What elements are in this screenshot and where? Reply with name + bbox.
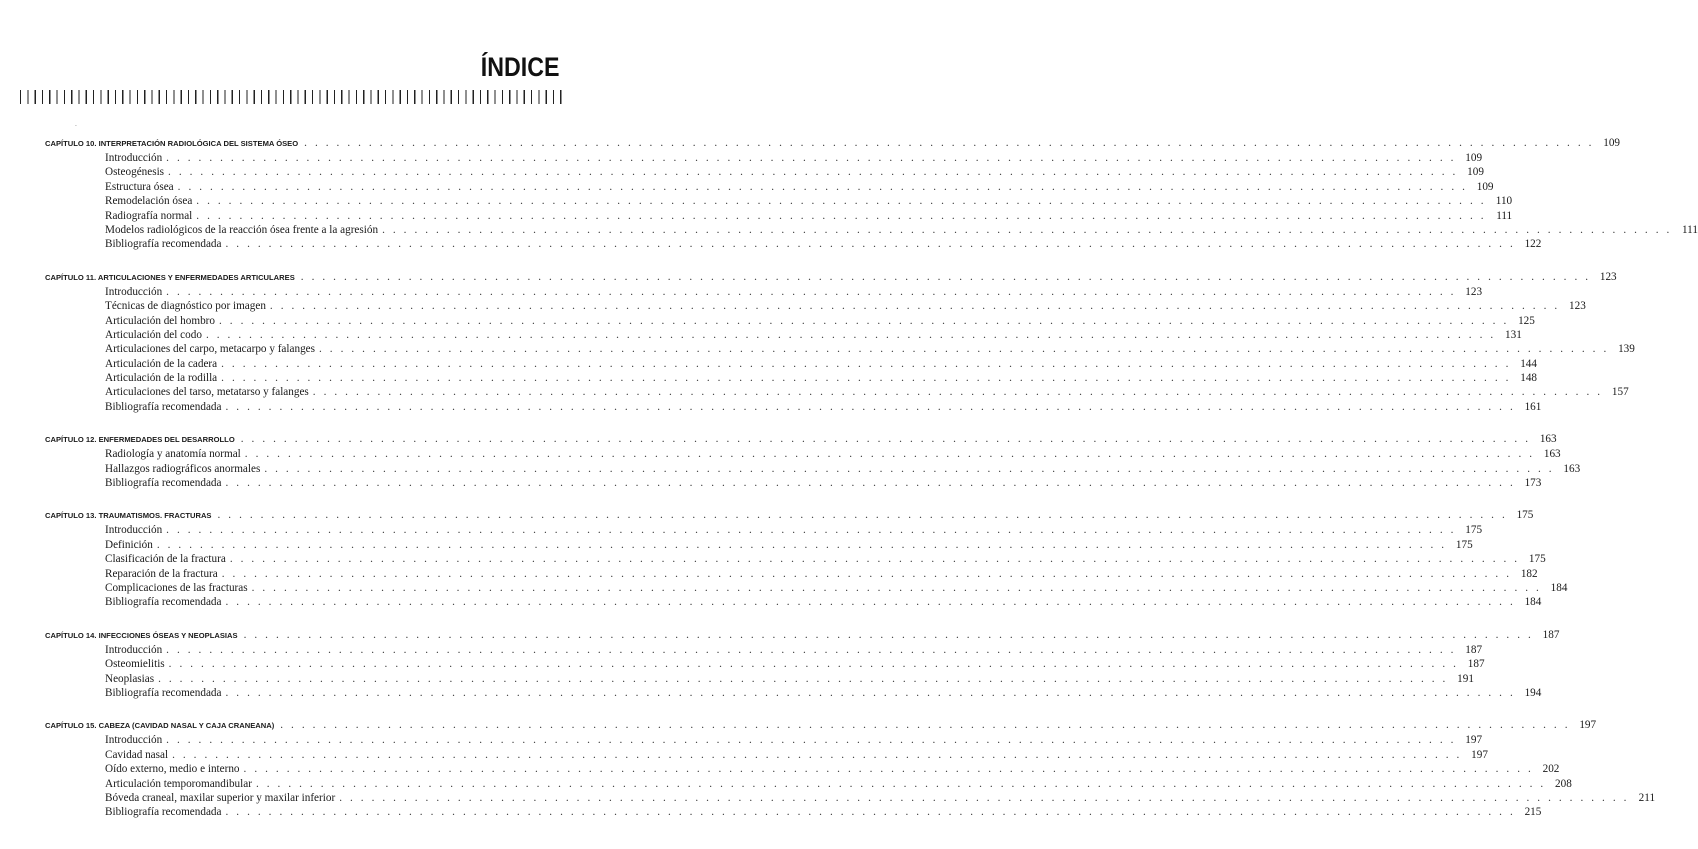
- toc-entry[interactable]: [45, 343, 1635, 357]
- toc-entry[interactable]: [45, 152, 1483, 166]
- toc-entry[interactable]: [45, 524, 1483, 538]
- entry-label: Introducción: [105, 285, 163, 298]
- entry-label: Bibliografía recomendada: [105, 596, 222, 609]
- entry-label: Introducción: [105, 524, 163, 537]
- entry-page-number: 208: [1555, 777, 1572, 790]
- entry-page-number: 139: [1618, 343, 1635, 356]
- leader-dots: . . . . . . . . . . . . . . . . . . . . . . . . . . . . . . . . . . . . . . . . . . . . . . . . . . . . . . . . . . . . . . . . . . . . . . . . . . . . . . . . . . . . . . . . . . . . . . . . . . . . . . . . . . . . . . . . . . . . . . . .: [205, 328, 1496, 341]
- entry-label: Articulación de la rodilla: [105, 372, 218, 385]
- entry-page-number: 111: [1496, 209, 1513, 222]
- leader-dots: . . . . . . . . . . . . . . . . . . . . . . . . . . . . . . . . . . . . . . . . . . . . . . . . . . . . . . . . . . . . . . . . . . . . . . . . . . . . . . . . . . . . . . . . . . . . . . . . . . . . . . . . . . . . . . . . . . . . . . . .: [243, 628, 1534, 641]
- entry-page-number: 163: [1563, 462, 1581, 475]
- leader-dots: . . . . . . . . . . . . . . . . . . . . . . . . . . . . . . . . . . . . . . . . . . . . . . . . . . . . . . . . . . . . . . . . . . . . . . . . . . . . . . . . . . . . . . . . . . . . . . . . . . . . . . . . . . . . . . . . . . . . . . . .: [166, 734, 1457, 747]
- toc-entry[interactable]: [45, 195, 1513, 209]
- entry-page-number: 175: [1528, 553, 1546, 566]
- leader-dots: . . . . . . . . . . . . . . . . . . . . . . . . . . . . . . . . . . . . . . . . . . . . . . . . . . . . . . . . . . . . . . . . . . . . . . . . . . . . . . . . . . . . . . . . . . . . . . . . . . . . . . . . . . . . . . . . . . . . . . . .: [218, 314, 1509, 327]
- leader-dots: . . . . . . . . . . . . . . . . . . . . . . . . . . . . . . . . . . . . . . . . . . . . . . . . . . . . . . . . . . . . . . . . . . . . . . . . . . . . . . . . . . . . . . . . . . . . . . . . . . . . . . . . . . . . . . . . . . . . . . . .: [158, 672, 1448, 685]
- entry-label: Oído externo, medio e interno: [105, 763, 240, 776]
- entry-label: Articulación del codo: [105, 328, 202, 341]
- leader-dots: . . . . . . . . . . . . . . . . . . . . . . . . . . . . . . . . . . . . . . . . . . . . . . . . . . . . . . . . . . . . . . . . . . . . . . . . . . . . . . . . . . . . . . . . . . . . . . . . . . . . . . . . . . . . . . . . . . . . . . . .: [382, 223, 1672, 236]
- entry-page-number: 175: [1465, 524, 1483, 537]
- entry-label: Estructura ósea: [105, 180, 174, 193]
- toc-entry[interactable]: [45, 314, 1535, 329]
- chapter-page-number: 197: [1579, 719, 1597, 732]
- leader-dots: . . . . . . . . . . . . . . . . . . . . . . . . . . . . . . . . . . . . . . . . . . . . . . . . . . . . . . . . . . . . . . . . . . . . . . . . . . . . . . . . . . . . . . . . . . . . . . . . . . . . . . . . . . . . . . . . . . . . . . . .: [312, 386, 1603, 399]
- leader-dots: . . . . . . . . . . . . . . . . . . . . . . . . . . . . . . . . . . . . . . . . . . . . . . . . . . . . . . . . . . . . . . . . . . . . . . . . . . . . . . . . . . . . . . . . . . . . . . . . . . . . . . . . . . . . . . . . . . . . . . . .: [196, 195, 1487, 208]
- toc-entry[interactable]: [45, 734, 1483, 748]
- entry-label: Osteomielitis: [105, 658, 165, 671]
- entry-page-number: 194: [1524, 686, 1542, 699]
- leader-dots: . . . . . . . . . . . . . . . . . . . . . . . . . . . . . . . . . . . . . . . . . . . . . . . . . . . . . . . . . . . . . . . . . . . . . . . . . . . . . . . . . . . . . . . . . . . . . . . . . . . . . . . . . . . . . . . . . . . . . . . .: [229, 553, 1520, 566]
- entry-page-number: 215: [1524, 806, 1542, 819]
- leader-dots: . . . . . . . . . . . . . . . . . . . . . . . . . . . . . . . . . . . . . . . . . . . . . . . . . . . . . . . . . . . . . . . . . . . . . . . . . . . . . . . . . . . . . . . . . . . . . . . . . . . . . . . . . . . . . . . . . . . . . . . .: [172, 748, 1462, 761]
- leader-dots: . . . . . . . . . . . . . . . . . . . . . . . . . . . . . . . . . . . . . . . . . . . . . . . . . . . . . . . . . . . . . . . . . . . . . . . . . . . . . . . . . . . . . . . . . . . . . . . . . . . . . . . . . . . . . . . . . . . . . . . .: [221, 567, 1512, 580]
- entry-page-number: 110: [1495, 195, 1513, 208]
- leader-dots: . . . . . . . . . . . . . . . . . . . . . . . . . . . . . . . . . . . . . . . . . . . . . . . . . . . . . . . . . . . . . . . . . . . . . . . . . . . . . . . . . . . . . . . . . . . . . . . . . . . . . . . . . . . . . . . . . . . . . . . .: [168, 166, 1458, 179]
- toc-entry[interactable]: [45, 553, 1546, 567]
- toc-entry[interactable]: [45, 658, 1485, 672]
- entry-label: Introducción: [105, 152, 163, 164]
- entry-label: Radiografía normal: [105, 209, 193, 222]
- leader-dots: . . . . . . . . . . . . . . . . . . . . . . . . . . . . . . . . . . . . . . . . . . . . . . . . . . . . . . . . . . . . . . . . . . . . . . . . . . . . . . . . . . . . . . . . . . . . . . . . . . . . . . . . . . . . . . . . . . . . . . . .: [318, 343, 1609, 356]
- toc-entry[interactable]: [45, 596, 1542, 610]
- toc-chapter: [45, 509, 1568, 610]
- leader-dots: . . . . . . . . . . . . . . . . . . . . . . . . . . . . . . . . . . . . . . . . . . . . . . . . . . . . . . . . . . . . . . . . . . . . . . . . . . . . . . . . . . . . . . . . . . . . . . . . . . . . . . . . . . . . . . . . . . . . . . . .: [243, 763, 1534, 776]
- entry-page-number: 197: [1471, 748, 1488, 761]
- entry-label: Remodelación ósea: [105, 195, 193, 208]
- toc-entry[interactable]: [45, 806, 1542, 820]
- leader-dots: . . . . . . . . . . . . . . . . . . . . . . . . . . . . . . . . . . . . . . . . . . . . . . . . . . . . . . . . . . . . . . . . . . . . . . . . . . . . . . . . . . . . . . . . . . . . . . . . . . . . . . . . . . . . . . . . . . . . . . . .: [300, 270, 1591, 283]
- chapter-page-number: 163: [1539, 433, 1557, 446]
- leader-dots: . . . . . . . . . . . . . . . . . . . . . . . . . . . . . . . . . . . . . . . . . . . . . . . . . . . . . . . . . . . . . . . . . . . . . . . . . . . . . . . . . . . . . . . . . . . . . . . . . . . . . . . . . . . . . . . . . . . . . . . .: [244, 448, 1535, 461]
- entry-label: Neoplasias: [105, 672, 155, 685]
- entry-label: Cavidad nasal: [105, 748, 169, 761]
- page-title: ÍNDICE: [481, 52, 560, 82]
- entry-label: Articulación temporomandibular: [105, 777, 252, 790]
- chapter-heading-row[interactable]: [45, 137, 1621, 152]
- entry-page-number: 191: [1457, 672, 1474, 685]
- entry-label: Introducción: [105, 734, 163, 747]
- entry-page-number: 109: [1467, 166, 1484, 179]
- entry-page-number: 187: [1465, 643, 1483, 656]
- chapter-heading: CAPÍTULO 15. CABEZA (CAVIDAD NASAL Y CAJA CRANEANA): [45, 721, 275, 731]
- toc-entry[interactable]: [45, 462, 1581, 477]
- entry-page-number: 173: [1524, 477, 1542, 490]
- entry-label: Radiología y anatomía normal: [105, 448, 241, 461]
- entry-label: Bibliografía recomendada: [105, 477, 222, 490]
- toc-entry[interactable]: [45, 448, 1561, 462]
- chapter-heading: CAPÍTULO 12. ENFERMEDADES DEL DESARROLLO: [45, 435, 235, 445]
- chapter-heading-row[interactable]: [45, 509, 1534, 524]
- leader-dots: . . . . . . . . . . . . . . . . . . . . . . . . . . . . . . . . . . . . . . . . . . . . . . . . . . . . . . . . . . . . . . . . . . . . . . . . . . . . . . . . . . . . . . . . . . . . . . . . . . . . . . . . . . . . . . . . . . . . . . . .: [166, 285, 1457, 298]
- toc-chapter: [45, 270, 1635, 416]
- leader-dots: . . . . . . . . . . . . . . . . . . . . . . . . . . . . . . . . . . . . . . . . . . . . . . . . . . . . . . . . . . . . . . . . . . . . . . . . . . . . . . . . . . . . . . . . . . . . . . . . . . . . . . . . . . . . . . . . . . . . . . . .: [166, 643, 1457, 656]
- toc-entry[interactable]: [45, 300, 1586, 314]
- toc-entry[interactable]: [45, 285, 1483, 300]
- toc-entry[interactable]: [45, 477, 1542, 491]
- leader-dots: . . . . . . . . . . . . . . . . . . . . . . . . . . . . . . . . . . . . . . . . . . . . . . . . . . . . . . . . . . . . . . . . . . . . . . . . . . . . . . . . . . . . . . . . . . . . . . . . . . . . . . . . . . . . . . . . . . . . . . . .: [225, 400, 1516, 413]
- table-of-contents: [45, 137, 1698, 839]
- entry-label: Hallazgos radiográficos anormales: [105, 462, 261, 475]
- toc-entry[interactable]: [45, 686, 1542, 701]
- leader-dots: . . . . . . . . . . . . . . . . . . . . . . . . . . . . . . . . . . . . . . . . . . . . . . . . . . . . . . . . . . . . . . . . . . . . . . . . . . . . . . . . . . . . . . . . . . . . . . . . . . . . . . . . . . . . . . . . . . . . . . . .: [168, 658, 1459, 671]
- chapter-heading: CAPÍTULO 14. INFECCIONES ÓSEAS Y NEOPLASIAS: [45, 630, 238, 640]
- toc-entry[interactable]: [45, 567, 1538, 582]
- entry-label: Modelos radiológicos de la reacción ósea frente a la agresión: [105, 223, 379, 236]
- chapter-heading-row[interactable]: [45, 433, 1557, 448]
- entry-label: Definición: [105, 538, 153, 551]
- entry-page-number: 148: [1520, 372, 1538, 385]
- toc-entry[interactable]: [45, 581, 1568, 596]
- toc-entry[interactable]: [45, 386, 1629, 400]
- chapter-heading: CAPÍTULO 10. INTERPRETACIÓN RADIOLÓGICA DEL SISTEMA ÓSEO: [45, 139, 299, 148]
- entry-page-number: 187: [1467, 658, 1485, 671]
- toc-entry[interactable]: [45, 791, 1656, 806]
- chapter-heading-row[interactable]: [45, 270, 1617, 286]
- toc-entry[interactable]: [45, 672, 1474, 687]
- chapter-heading: CAPÍTULO 11. ARTICULACIONES Y ENFERMEDADES ARTICULARES: [45, 272, 295, 282]
- toc-entry[interactable]: [45, 357, 1537, 372]
- entry-page-number: 184: [1524, 596, 1542, 609]
- leader-dots: . . . . . . . . . . . . . . . . . . . . . . . . . . . . . . . . . . . . . . . . . . . . . . . . . . . . . . . . . . . . . . . . . . . . . . . . . . . . . . . . . . . . . . . . . . . . . . . . . . . . . . . . . . . . . . . . . . . . . . . .: [251, 581, 1542, 594]
- leader-dots: . . . . . . . . . . . . . . . . . . . . . . . . . . . . . . . . . . . . . . . . . . . . . . . . . . . . . . . . . . . . . . . . . . . . . . . . . . . . . . . . . . . . . . . . . . . . . . . . . . . . . . . . . . . . . . . . . . . . . . . .: [225, 596, 1516, 609]
- entry-page-number: 111: [1681, 223, 1698, 236]
- entry-label: Articulaciones del carpo, metacarpo y falanges: [105, 343, 315, 356]
- entry-label: Clasificación de la fractura: [105, 553, 226, 566]
- entry-label: Bibliografía recomendada: [105, 238, 222, 251]
- decorative-rule: [20, 90, 562, 104]
- entry-page-number: 184: [1550, 581, 1568, 594]
- entry-page-number: 123: [1465, 285, 1483, 298]
- toc-entry[interactable]: [45, 748, 1488, 763]
- leader-dots: . . . . . . . . . . . . . . . . . . . . . . . . . . . . . . . . . . . . . . . . . . . . . . . . . . . . . . . . . . . . . . . . . . . . . . . . . . . . . . . . . . . . . . . . . . . . . . . . . . . . . . . . . . . . . . . . . . . . . . . .: [269, 300, 1560, 313]
- leader-dots: . . . . . . . . . . . . . . . . . . . . . . . . . . . . . . . . . . . . . . . . . . . . . . . . . . . . . . . . . . . . . . . . . . . . . . . . . . . . . . . . . . . . . . . . . . . . . . . . . . . . . . . . . . . . . . . . . . . . . . . .: [225, 477, 1516, 490]
- leader-dots: . . . . . . . . . . . . . . . . . . . . . . . . . . . . . . . . . . . . . . . . . . . . . . . . . . . . . . . . . . . . . . . . . . . . . . . . . . . . . . . . . . . . . . . . . . . . . . . . . . . . . . . . . . . . . . . . . . . . . . . .: [339, 791, 1630, 804]
- leader-dots: . . . . . . . . . . . . . . . . . . . . . . . . . . . . . . . . . . . . . . . . . . . . . . . . . . . . . . . . . . . . . . . . . . . . . . . . . . . . . . . . . . . . . . . . . . . . . . . . . . . . . . . . . . . . . . . . . . . . . . . .: [156, 538, 1447, 551]
- entry-page-number: 131: [1505, 328, 1522, 341]
- chapter-page-number: 123: [1599, 270, 1617, 283]
- toc-entry[interactable]: [45, 166, 1484, 180]
- entry-label: Técnicas de diagnóstico por imagen: [105, 300, 266, 313]
- chapter-heading-row[interactable]: [45, 719, 1597, 734]
- leader-dots: . . . . . . . . . . . . . . . . . . . . . . . . . . . . . . . . . . . . . . . . . . . . . . . . . . . . . . . . . . . . . . . . . . . . . . . . . . . . . . . . . . . . . . . . . . . . . . . . . . . . . . . . . . . . . . . . . . . . . . . .: [225, 238, 1516, 251]
- toc-entry[interactable]: [45, 372, 1538, 386]
- leader-dots: . . . . . . . . . . . . . . . . . . . . . . . . . . . . . . . . . . . . . . . . . . . . . . . . . . . . . . . . . . . . . . . . . . . . . . . . . . . . . . . . . . . . . . . . . . . . . . . . . . . . . . . . . . . . . . . . . . . . . . . .: [225, 686, 1516, 699]
- entry-label: Complicaciones de las fracturas: [105, 581, 248, 594]
- toc-entry[interactable]: [45, 223, 1698, 238]
- chapter-heading-row[interactable]: [45, 628, 1560, 644]
- toc-entry[interactable]: [45, 763, 1560, 777]
- entry-label: Introducción: [105, 643, 163, 656]
- leader-dots: . . . . . . . . . . . . . . . . . . . . . . . . . . . . . . . . . . . . . . . . . . . . . . . . . . . . . . . . . . . . . . . . . . . . . . . . . . . . . . . . . . . . . . . . . . . . . . . . . . . . . . . . . . . . . . . . . . . . . . . .: [264, 462, 1555, 475]
- leader-dots: . . . . . . . . . . . . . . . . . . . . . . . . . . . . . . . . . . . . . . . . . . . . . . . . . . . . . . . . . . . . . . . . . . . . . . . . . . . . . . . . . . . . . . . . . . . . . . . . . . . . . . . . . . . . . . . . . . . . . . . .: [280, 719, 1571, 732]
- entry-label: Bibliografía recomendada: [105, 806, 222, 819]
- toc-entry[interactable]: [45, 643, 1483, 658]
- entry-label: Bibliografía recomendada: [105, 400, 222, 413]
- entry-page-number: 123: [1569, 300, 1586, 313]
- entry-page-number: 157: [1611, 386, 1629, 399]
- leader-dots: . . . . . . . . . . . . . . . . . . . . . . . . . . . . . . . . . . . . . . . . . . . . . . . . . . . . . . . . . . . . . . . . . . . . . . . . . . . . . . . . . . . . . . . . . . . . . . . . . . . . . . . . . . . . . . . . . . . . . . . .: [166, 524, 1457, 537]
- leader-dots: . . . . . . . . . . . . . . . . . . . . . . . . . . . . . . . . . . . . . . . . . . . . . . . . . . . . . . . . . . . . . . . . . . . . . . . . . . . . . . . . . . . . . . . . . . . . . . . . . . . . . . . . . . . . . . . . . . . . . . . .: [177, 180, 1468, 193]
- leader-dots: . . . . . . . . . . . . . . . . . . . . . . . . . . . . . . . . . . . . . . . . . . . . . . . . . . . . . . . . . . . . . . . . . . . . . . . . . . . . . . . . . . . . . . . . . . . . . . . . . . . . . . . . . . . . . . . . . . . . . . . .: [221, 357, 1511, 370]
- leader-dots: . . . . . . . . . . . . . . . . . . . . . . . . . . . . . . . . . . . . . . . . . . . . . . . . . . . . . . . . . . . . . . . . . . . . . . . . . . . . . . . . . . . . . . . . . . . . . . . . . . . . . . . . . . . . . . . . . . . . . . . .: [255, 777, 1546, 790]
- entry-label: Articulación del hombro: [105, 314, 215, 327]
- toc-chapter: [45, 719, 1656, 820]
- entry-page-number: 109: [1476, 180, 1494, 193]
- scan-mark: ·: [75, 123, 77, 130]
- entry-label: Reparación de la fractura: [105, 567, 218, 580]
- entry-page-number: 161: [1524, 400, 1542, 413]
- toc-chapter: [45, 433, 1581, 491]
- entry-page-number: 122: [1524, 238, 1542, 251]
- leader-dots: . . . . . . . . . . . . . . . . . . . . . . . . . . . . . . . . . . . . . . . . . . . . . . . . . . . . . . . . . . . . . . . . . . . . . . . . . . . . . . . . . . . . . . . . . . . . . . . . . . . . . . . . . . . . . . . . . . . . . . . .: [196, 209, 1487, 222]
- entry-page-number: 211: [1638, 791, 1656, 804]
- entry-page-number: 202: [1542, 763, 1560, 776]
- toc-entry[interactable]: [45, 238, 1542, 252]
- leader-dots: . . . . . . . . . . . . . . . . . . . . . . . . . . . . . . . . . . . . . . . . . . . . . . . . . . . . . . . . . . . . . . . . . . . . . . . . . . . . . . . . . . . . . . . . . . . . . . . . . . . . . . . . . . . . . . . . . . . . . . . .: [225, 806, 1516, 819]
- entry-page-number: 109: [1465, 152, 1483, 164]
- entry-page-number: 163: [1543, 448, 1561, 461]
- leader-dots: . . . . . . . . . . . . . . . . . . . . . . . . . . . . . . . . . . . . . . . . . . . . . . . . . . . . . . . . . . . . . . . . . . . . . . . . . . . . . . . . . . . . . . . . . . . . . . . . . . . . . . . . . . . . . . . . . . . . . . . .: [240, 433, 1531, 446]
- entry-page-number: 144: [1520, 357, 1537, 370]
- toc-entry[interactable]: [45, 328, 1522, 343]
- toc-chapter: [45, 137, 1698, 253]
- entry-page-number: 182: [1520, 567, 1538, 580]
- entry-label: Osteogénesis: [105, 166, 165, 179]
- entry-label: Articulación de la cadera: [105, 357, 218, 370]
- toc-entry[interactable]: [45, 180, 1494, 195]
- leader-dots: . . . . . . . . . . . . . . . . . . . . . . . . . . . . . . . . . . . . . . . . . . . . . . . . . . . . . . . . . . . . . . . . . . . . . . . . . . . . . . . . . . . . . . . . . . . . . . . . . . . . . . . . . . . . . . . . . . . . . . . .: [217, 509, 1508, 522]
- entry-label: Bóveda craneal, maxilar superior y maxilar inferior: [105, 791, 336, 804]
- entry-page-number: 125: [1518, 314, 1535, 327]
- toc-entry[interactable]: [45, 400, 1542, 415]
- leader-dots: . . . . . . . . . . . . . . . . . . . . . . . . . . . . . . . . . . . . . . . . . . . . . . . . . . . . . . . . . . . . . . . . . . . . . . . . . . . . . . . . . . . . . . . . . . . . . . . . . . . . . . . . . . . . . . . . . . . . . . . .: [304, 137, 1595, 149]
- chapter-page-number: 175: [1516, 509, 1534, 522]
- chapter-heading: CAPÍTULO 13. TRAUMATISMOS. FRACTURAS: [45, 511, 212, 521]
- toc-entry[interactable]: [45, 538, 1473, 553]
- entry-label: Articulaciones del tarso, metatarso y falanges: [105, 386, 309, 399]
- entry-page-number: 197: [1465, 734, 1483, 747]
- entry-page-number: 175: [1455, 538, 1473, 551]
- leader-dots: . . . . . . . . . . . . . . . . . . . . . . . . . . . . . . . . . . . . . . . . . . . . . . . . . . . . . . . . . . . . . . . . . . . . . . . . . . . . . . . . . . . . . . . . . . . . . . . . . . . . . . . . . . . . . . . . . . . . . . . .: [166, 152, 1457, 164]
- toc-entry[interactable]: [45, 209, 1513, 224]
- entry-label: Bibliografía recomendada: [105, 686, 222, 699]
- leader-dots: . . . . . . . . . . . . . . . . . . . . . . . . . . . . . . . . . . . . . . . . . . . . . . . . . . . . . . . . . . . . . . . . . . . . . . . . . . . . . . . . . . . . . . . . . . . . . . . . . . . . . . . . . . . . . . . . . . . . . . . .: [221, 372, 1512, 385]
- toc-entry[interactable]: [45, 777, 1572, 792]
- chapter-page-number: 109: [1603, 137, 1621, 149]
- toc-chapter: [45, 628, 1560, 702]
- chapter-page-number: 187: [1542, 628, 1560, 641]
